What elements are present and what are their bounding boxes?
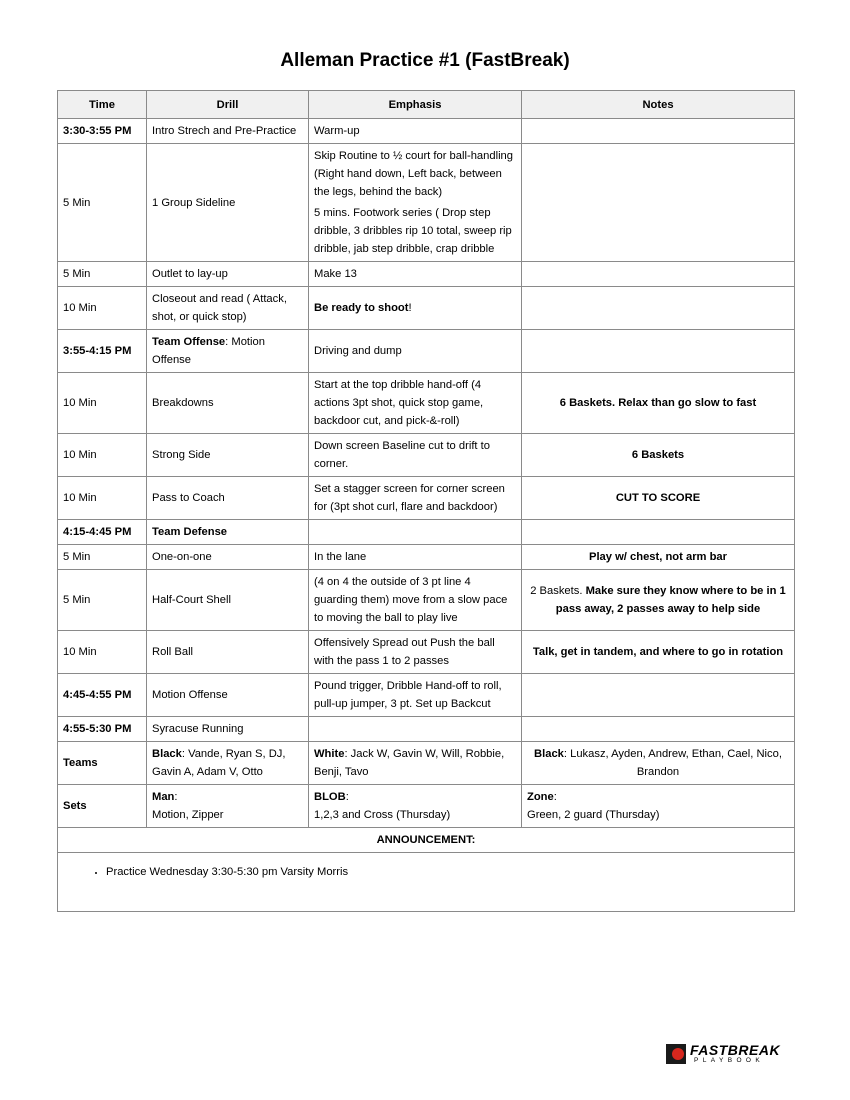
announcement-text: Practice Wednesday 3:30-5:30 pm Varsity Morris <box>106 866 349 878</box>
time-cell: 5 Min <box>58 144 147 262</box>
notes-cell <box>522 520 795 545</box>
notes-cell: Talk, get in tandem, and where to go in rotation <box>522 631 795 674</box>
table-row <box>58 330 795 373</box>
announcement-heading: ANNOUNCEMENT: <box>58 828 795 853</box>
header-time: Time <box>58 91 147 119</box>
teams-black-cell <box>147 742 309 785</box>
notes-cell <box>522 262 795 287</box>
drill-cell: Closeout and read ( Attack, shot, or quick stop) <box>147 287 309 330</box>
emphasis-cell: Make 13 <box>309 262 522 287</box>
notes-cell: Play w/ chest, not arm bar <box>522 545 795 570</box>
announcement-item <box>106 863 789 882</box>
drill-cell: Half-Court Shell <box>147 570 309 631</box>
notes-cell: 6 Baskets. Relax than go slow to fast <box>522 373 795 434</box>
notes-cell <box>522 717 795 742</box>
announcement-body <box>58 853 795 912</box>
table-row <box>58 144 795 262</box>
table-row <box>58 434 795 477</box>
emphasis-cell <box>309 144 522 262</box>
drill-cell: Syracuse Running <box>147 717 309 742</box>
notes-cell <box>522 674 795 717</box>
table-row <box>58 477 795 520</box>
drill-cell: Intro Strech and Pre-Practice <box>147 119 309 144</box>
time-cell: 10 Min <box>58 631 147 674</box>
table-row <box>58 262 795 287</box>
announcement-body-row <box>58 853 795 912</box>
time-cell: 5 Min <box>58 545 147 570</box>
time-cell: 3:55-4:15 PM <box>58 330 147 373</box>
time-cell: 10 Min <box>58 434 147 477</box>
logo-wordmark: FASTBREAK <box>690 1042 781 1058</box>
notes-cell <box>522 570 795 631</box>
team-black2-label: Black <box>534 748 564 760</box>
notes-cell: CUT TO SCORE <box>522 477 795 520</box>
sets-man-cell <box>147 785 309 828</box>
emphasis-paragraph: 5 mins. Footwork series ( Drop step dribble, 3 dribbles rip 10 total, sweep rip dribble, jab step dribble, crap dribble <box>314 207 512 255</box>
set-man-label: Man <box>152 791 175 803</box>
teams-label: Teams <box>58 742 147 785</box>
set-blob-label: BLOB <box>314 791 346 803</box>
sets-blob-cell <box>309 785 522 828</box>
set-zone-value: Green, 2 guard (Thursday) <box>527 809 660 821</box>
emphasis-cell <box>309 717 522 742</box>
team-white-players: : Jack W, Gavin W, Will, Robbie, Benji, Tavo <box>314 748 505 778</box>
time-cell: 10 Min <box>58 287 147 330</box>
announcement-list <box>88 863 789 882</box>
notes-cell <box>522 287 795 330</box>
table-row <box>58 119 795 144</box>
sets-row <box>58 785 795 828</box>
table-row <box>58 674 795 717</box>
emphasis-cell: Offensively Spread out Push the ball with the pass 1 to 2 passes <box>309 631 522 674</box>
drill-cell: 1 Group Sideline <box>147 144 309 262</box>
notes-bold: Make sure they know where to be in 1 pass away, 2 passes away to help side <box>555 585 786 615</box>
drill-cell: One-on-one <box>147 545 309 570</box>
teams-white-cell <box>309 742 522 785</box>
emphasis-cell: Set a stagger screen for corner screen for (3pt shot curl, flare and backdoor) <box>309 477 522 520</box>
drill-cell: Breakdowns <box>147 373 309 434</box>
emphasis-cell <box>309 287 522 330</box>
sets-label: Sets <box>58 785 147 828</box>
notes-cell <box>522 330 795 373</box>
emphasis-bold: Be ready to shoot <box>314 302 409 314</box>
drill-cell: Pass to Coach <box>147 477 309 520</box>
drill-cell: Team Defense <box>147 520 309 545</box>
table-row <box>58 520 795 545</box>
teams-black2-cell <box>522 742 795 785</box>
fastbreak-logo <box>666 1042 781 1067</box>
team-black-players: : Vande, Ryan S, DJ, Gavin A, Adam V, Otto <box>152 748 286 778</box>
sets-zone-cell <box>522 785 795 828</box>
page-title: Alleman Practice #1 (FastBreak) <box>280 50 570 71</box>
teams-row <box>58 742 795 785</box>
drill-cell <box>147 330 309 373</box>
table-row <box>58 570 795 631</box>
set-colon: : <box>345 791 349 803</box>
header-notes: Notes <box>522 91 795 119</box>
logo-subtitle: PLAYBOOK <box>694 1057 765 1064</box>
team-black-label: Black <box>152 748 182 760</box>
time-cell: 5 Min <box>58 262 147 287</box>
drill-cell: Roll Ball <box>147 631 309 674</box>
header-emphasis: Emphasis <box>309 91 522 119</box>
drill-cell: Motion Offense <box>147 674 309 717</box>
time-cell: 3:30-3:55 PM <box>58 119 147 144</box>
team-black2-players: : Lukasz, Ayden, Andrew, Ethan, Cael, Nico, Brandon <box>563 748 782 778</box>
notes-cell <box>522 144 795 262</box>
emphasis-cell: Driving and dump <box>309 330 522 373</box>
time-cell: 10 Min <box>58 373 147 434</box>
time-cell: 5 Min <box>58 570 147 631</box>
notes-cell <box>522 119 795 144</box>
drill-text: : Motion Offense <box>152 336 265 366</box>
practice-plan-table <box>57 90 795 912</box>
team-white-label: White <box>314 748 345 760</box>
time-cell: 10 Min <box>58 477 147 520</box>
time-cell: 4:55-5:30 PM <box>58 717 147 742</box>
table-row <box>58 717 795 742</box>
basketball-icon <box>666 1044 686 1064</box>
table-header-row <box>58 91 795 119</box>
table-row <box>58 373 795 434</box>
table-row <box>58 545 795 570</box>
set-blob-value: 1,2,3 and Cross (Thursday) <box>314 809 451 821</box>
notes-plain: 2 Baskets. <box>530 585 586 597</box>
emphasis-suffix: ! <box>408 302 412 314</box>
set-man-value: Motion, Zipper <box>152 809 224 821</box>
set-colon: : <box>553 791 557 803</box>
header-drill: Drill <box>147 91 309 119</box>
emphasis-cell: Start at the top dribble hand-off (4 actions 3pt shot, quick stop game, backdoor cut, and pick-&-roll) <box>309 373 522 434</box>
emphasis-cell: Down screen Baseline cut to drift to corner. <box>309 434 522 477</box>
emphasis-cell: Warm-up <box>309 119 522 144</box>
emphasis-cell: (4 on 4 the outside of 3 pt line 4 guarding them) move from a slow pace to moving the ball to play live <box>309 570 522 631</box>
table-row <box>58 631 795 674</box>
drill-cell: Outlet to lay-up <box>147 262 309 287</box>
set-zone-label: Zone <box>527 791 554 803</box>
time-cell: 4:15-4:45 PM <box>58 520 147 545</box>
notes-cell: 6 Baskets <box>522 434 795 477</box>
table-row <box>58 287 795 330</box>
set-colon: : <box>174 791 178 803</box>
time-cell: 4:45-4:55 PM <box>58 674 147 717</box>
emphasis-cell: Pound trigger, Dribble Hand-off to roll, pull-up jumper, 3 pt. Set up Backcut <box>309 674 522 717</box>
drill-bold: Team Offense <box>152 336 226 348</box>
emphasis-paragraph: Skip Routine to ½ court for ball-handling (Right hand down, Left back, between the legs, behind the back) <box>314 150 514 198</box>
emphasis-cell: In the lane <box>309 545 522 570</box>
announcement-header-row <box>58 828 795 853</box>
drill-cell: Strong Side <box>147 434 309 477</box>
emphasis-cell <box>309 520 522 545</box>
